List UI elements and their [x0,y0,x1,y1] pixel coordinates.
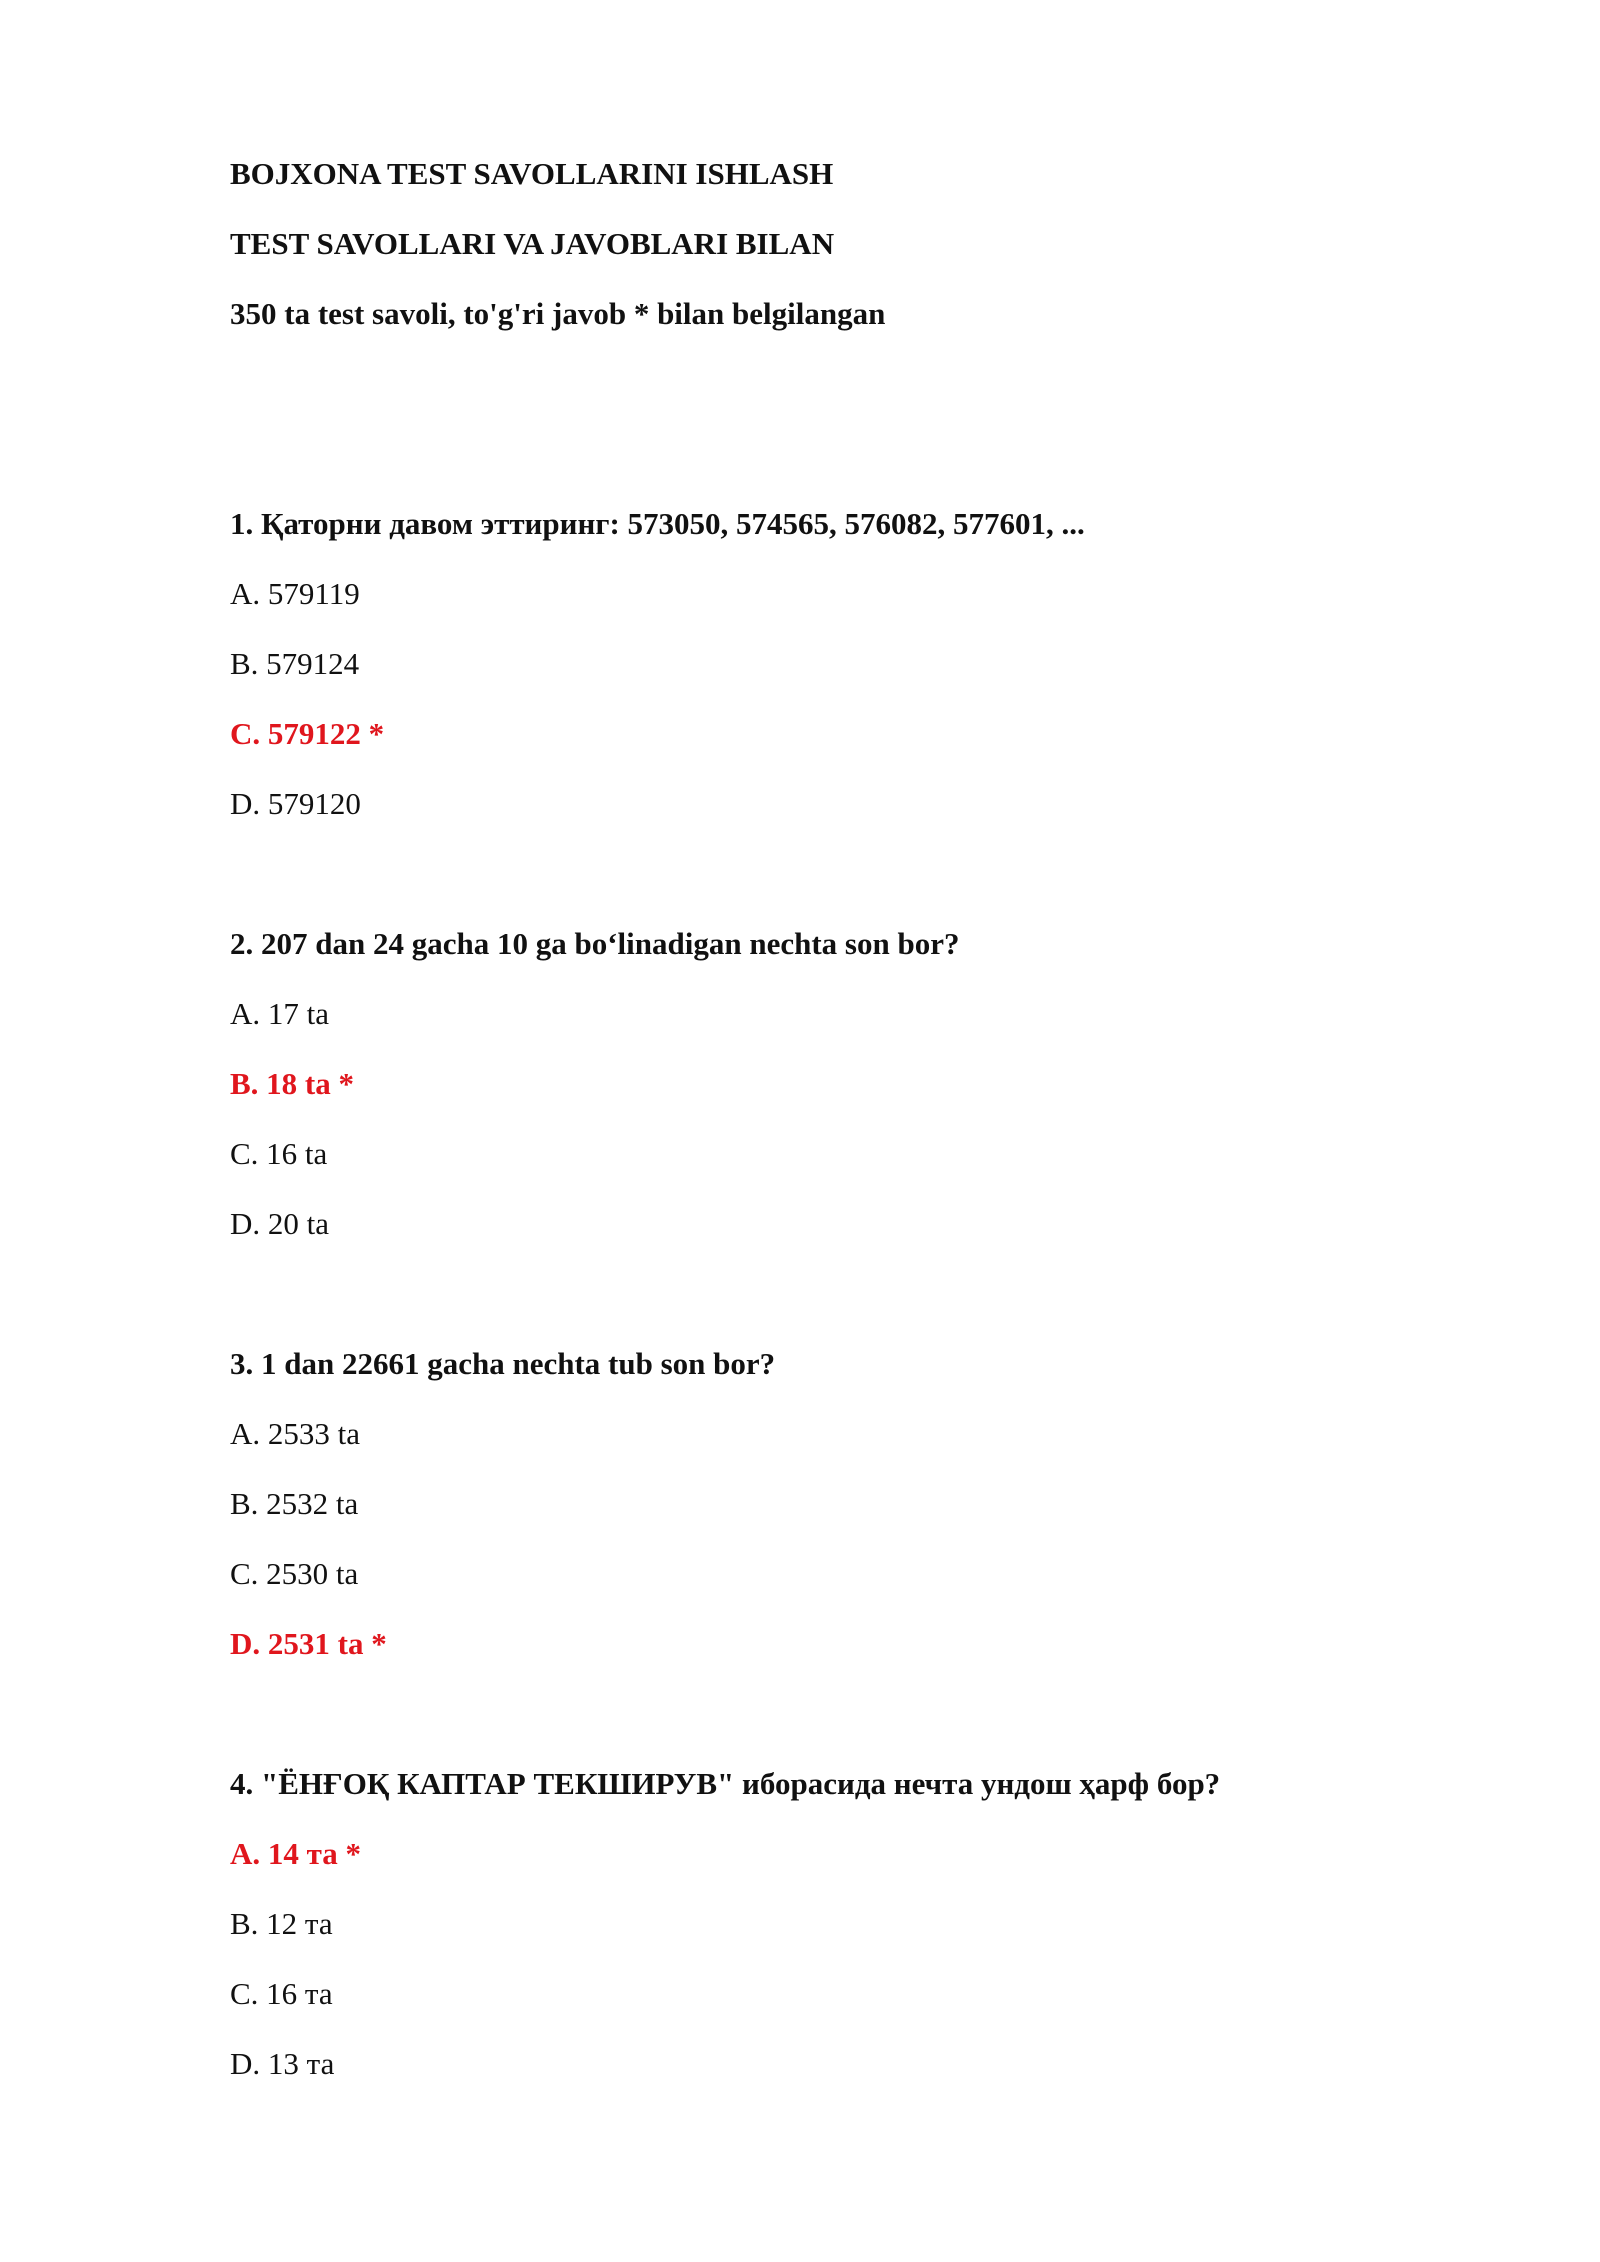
question-3-option-b: B. 2532 ta [230,1486,359,1521]
question-4-text: 4. "ЁНҒОҚ КАПТАР ТЕКШИРУВ" иборасида нечта ундош ҳарф бор? [230,1766,1221,1801]
question-1-option-c-correct: C. 579122 * [230,716,385,751]
question-2-option-c: C. 16 ta [230,1136,328,1171]
question-1-option-b: B. 579124 [230,646,360,681]
document-title-line-2: TEST SAVOLLARI VA JAVOBLARI BILAN [230,226,835,261]
question-3-option-a: A. 2533 ta [230,1416,361,1451]
question-4-option-c: C. 16 та [230,1976,333,2011]
question-1-option-d: D. 579120 [230,786,361,821]
question-2-text: 2. 207 dan 24 gacha 10 ga bo‘linadigan nechta son bor? [230,926,960,961]
question-1-text: 1. Қаторни давом эттиринг: 573050, 574565, 576082, 577601, ... [230,506,1085,541]
question-2-option-b-correct: B. 18 ta * [230,1066,354,1101]
question-4-option-d: D. 13 та [230,2046,335,2081]
question-4-option-a-correct: A. 14 та * [230,1836,361,1871]
document-title-line-1: BOJXONA TEST SAVOLLARINI ISHLASH [230,156,834,191]
question-2-option-d: D. 20 ta [230,1206,330,1241]
question-4-option-b: B. 12 та [230,1906,333,1941]
question-3-option-d-correct: D. 2531 ta * [230,1626,387,1661]
question-3-text: 3. 1 dan 22661 gacha nechta tub son bor? [230,1346,776,1381]
question-2-option-a: A. 17 ta [230,996,330,1031]
question-3-option-c: C. 2530 ta [230,1556,359,1591]
question-1-option-a: A. 579119 [230,576,360,611]
document-subtitle: 350 ta test savoli, to'g'ri javob * bilan belgilangan [230,296,886,331]
